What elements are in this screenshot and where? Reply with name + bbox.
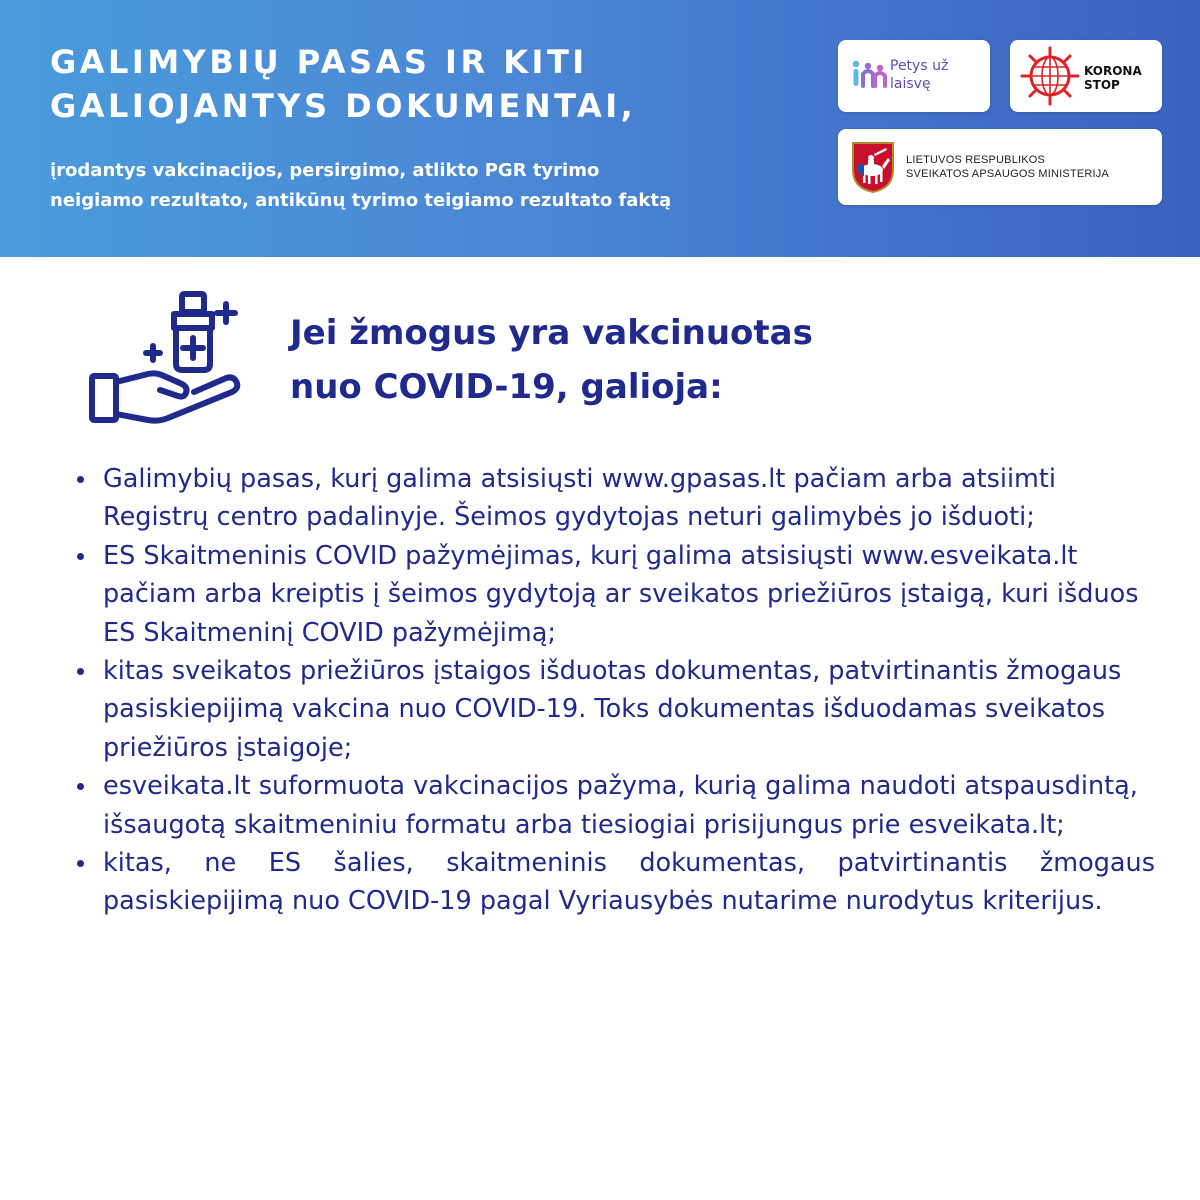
bullet-icon bbox=[77, 668, 84, 675]
subtitle-line-1: įrodantys vakcinacijos, persirgimo, atlikto PGR tyrimo bbox=[50, 160, 600, 181]
list-item-text: Galimybių pasas, kurį galima atsisiųsti www.gpasas.lt pačiam arba atsiimti Registrų centro padalinyje. Šeimos gydytojas neturi galimybės jo išduoti; bbox=[103, 464, 1056, 533]
petys-line-1: Petys už bbox=[890, 58, 949, 74]
list-item-text: kitas, ne ES šalies, skaitmeninis dokumentas, patvirtinantis žmogaus pasiskiepijimą nuo COVID-19 pagal Vyriausybės nutarime nurodytus kriterijus. bbox=[103, 848, 1155, 917]
petys-logo-text bbox=[890, 57, 986, 93]
section-title-line-2: nuo COVID-19, galioja: bbox=[290, 367, 723, 407]
petys-uz-laisve-logo bbox=[838, 40, 990, 112]
bullet-icon bbox=[77, 553, 84, 560]
hand-holding-vaccine-icon bbox=[86, 288, 246, 428]
korona-logo-text bbox=[1084, 64, 1160, 92]
bullet-icon bbox=[77, 476, 84, 483]
list-item bbox=[75, 460, 1155, 537]
petys-line-2: laisvę bbox=[890, 76, 931, 92]
lithuania-coat-of-arms-icon bbox=[850, 140, 896, 194]
section-title bbox=[290, 306, 990, 414]
list-item-text: kitas sveikatos priežiūros įstaigos išduotas dokumentas, patvirtinantis žmogaus pasiskiepijimą vakcina nuo COVID-19. Toks dokumentas išduodamas sveikatos priežiūros įstaigoje; bbox=[103, 656, 1122, 763]
petys-logo-icon bbox=[848, 56, 888, 96]
korona-line-1: KORONA bbox=[1084, 64, 1142, 78]
sam-line-1: LIETUVOS RESPUBLIKOS bbox=[906, 154, 1046, 166]
sam-ministry-logo bbox=[838, 129, 1162, 205]
header-banner bbox=[0, 0, 1200, 257]
list-item-text: esveikata.lt suformuota vakcinacijos pažyma, kurią galima naudoti atspausdintą, išsaugotą skaitmeniniu formatu arba tiesiogiai prisijungus prie esveikata.lt; bbox=[103, 771, 1138, 840]
list-item bbox=[75, 844, 1155, 921]
list-item-text: ES Skaitmeninis COVID pažymėjimas, kurį galima atsisiųsti www.esveikata.lt pačiam arba kreiptis į šeimos gydytoją ar sveikatos priežiūros įstaigą, kuri išduos ES Skaitmeninį COVID pažymėjimą; bbox=[103, 540, 1139, 648]
page-subtitle bbox=[50, 156, 820, 216]
valid-documents-list bbox=[75, 460, 1155, 921]
subtitle-line-2: neigiamo rezultato, antikūnų tyrimo teigiamo rezultato faktą bbox=[50, 190, 672, 211]
title-line-1: GALIMYBIŲ PASAS IR KITI bbox=[50, 43, 588, 81]
sam-logo-text bbox=[906, 153, 1156, 181]
list-item bbox=[75, 537, 1155, 652]
page-title bbox=[50, 40, 810, 128]
sam-line-2: SVEIKATOS APSAUGOS MINISTERIJA bbox=[906, 168, 1110, 180]
korona-stop-logo bbox=[1010, 40, 1162, 112]
korona-globe-icon bbox=[1020, 46, 1080, 106]
korona-line-2: STOP bbox=[1084, 78, 1120, 92]
title-line-2: GALIOJANTYS DOKUMENTAI, bbox=[50, 87, 637, 125]
list-item bbox=[75, 767, 1155, 844]
bullet-icon bbox=[77, 860, 84, 867]
section-title-line-1: Jei žmogus yra vakcinuotas bbox=[290, 313, 813, 353]
bullet-icon bbox=[77, 783, 84, 790]
list-item bbox=[75, 652, 1155, 767]
